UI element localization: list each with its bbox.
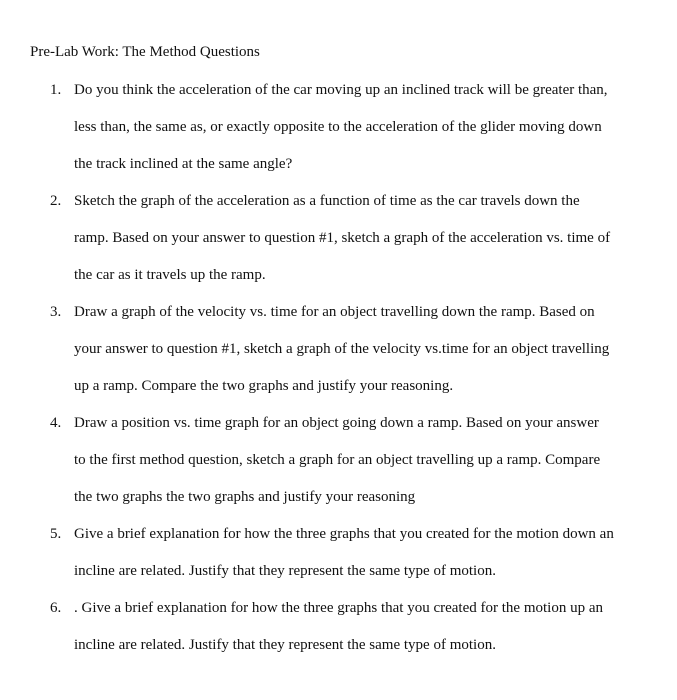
question-number: 4. — [50, 415, 62, 431]
question-text-line: to the first method question, sketch a graph for an object travelling up a ramp. Compare — [74, 452, 601, 468]
question-text-line: Do you think the acceleration of the car moving up an inclined track will be greater than, — [74, 82, 608, 98]
question-text-line: the track inclined at the same angle? — [74, 156, 293, 172]
question-text-line: your answer to question #1, sketch a graph of the velocity vs.time for an object travelling — [74, 341, 610, 357]
question-text-line: ramp. Based on your answer to question #1, sketch a graph of the acceleration vs. time of — [74, 230, 611, 246]
question-text-line: Draw a graph of the velocity vs. time for an object travelling down the ramp. Based on — [74, 304, 595, 320]
question-number: 6. — [50, 600, 62, 616]
question-text-line: less than, the same as, or exactly opposite to the acceleration of the glider moving down — [74, 119, 602, 135]
question-text-line: Give a brief explanation for how the three graphs that you created for the motion down an — [74, 526, 614, 542]
question-text-line: incline are related. Justify that they represent the same type of motion. — [74, 563, 496, 579]
question-number: 3. — [50, 304, 62, 320]
question-text-line: up a ramp. Compare the two graphs and justify your reasoning. — [74, 378, 454, 394]
question-number: 5. — [50, 526, 62, 542]
question-text-line: . Give a brief explanation for how the three graphs that you created for the motion up an — [74, 600, 603, 616]
question-number: 2. — [50, 193, 62, 209]
question-text-line: the car as it travels up the ramp. — [74, 267, 266, 283]
page-title: Pre-Lab Work: The Method Questions — [30, 44, 260, 60]
question-text-line: incline are related. Justify that they represent the same type of motion. — [74, 637, 496, 653]
question-text-line: Draw a position vs. time graph for an object going down a ramp. Based on your answer — [74, 415, 599, 431]
question-number: 1. — [50, 82, 62, 98]
question-text-line: the two graphs the two graphs and justify your reasoning — [74, 489, 416, 505]
question-text-line: Sketch the graph of the acceleration as a function of time as the car travels down the — [74, 193, 580, 209]
